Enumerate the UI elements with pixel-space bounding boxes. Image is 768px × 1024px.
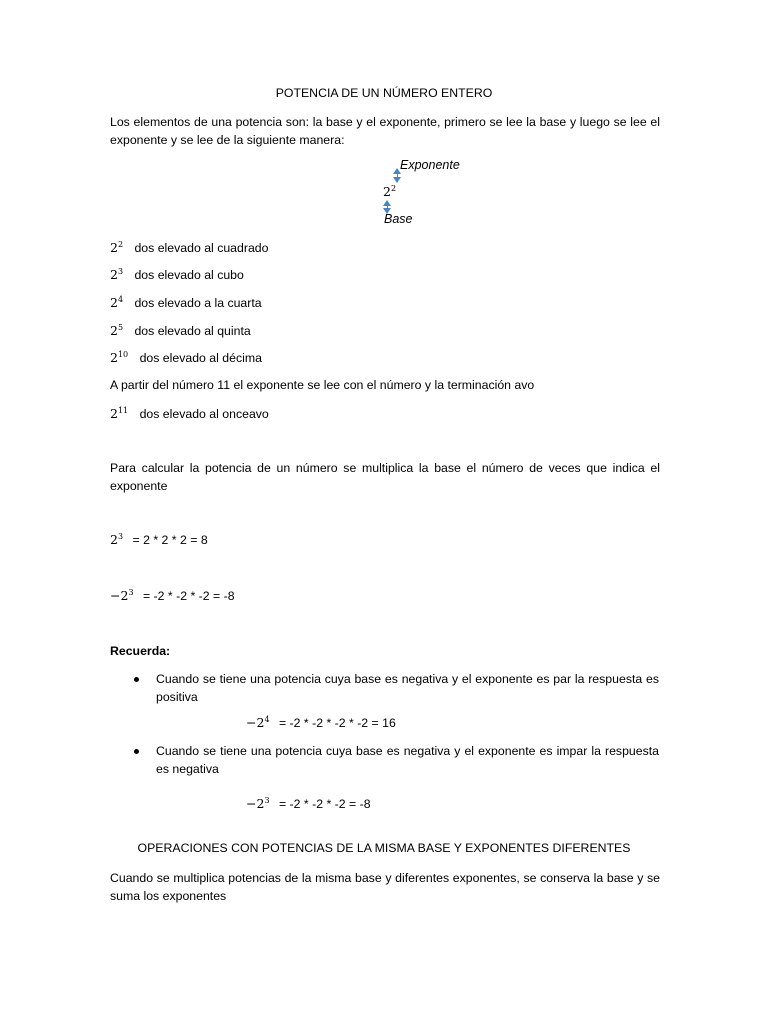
reading-row [110,405,269,423]
reading-row [110,322,251,340]
reading-text: dos elevado al onceavo [139,407,269,421]
calc-intro-paragraph: Para calcular la potencia de un número se multiplica la base el número de veces que indica el exponente [110,461,660,493]
reading-text: dos elevado al décima [139,351,262,365]
reading-power: $2^4$ [110,295,124,310]
bullet-example [246,795,371,813]
example-expression: = -2 * -2 * -2 = -8 [142,589,235,603]
rule-11-text: A partir del número 11 el exponente se lee con el número y la terminación avo [110,378,535,392]
example-expression: = 2 * 2 * 2 = 8 [132,533,208,547]
bullet-example [246,714,396,732]
reading-row [110,239,268,257]
arrow-down-icon [393,177,401,183]
example-2 [110,587,235,605]
bullet-icon [134,677,139,682]
reading-power: $2^5$ [110,323,124,338]
bullet-text: Cuando se tiene una potencia cuya base es negativa y el exponente es impar la respuesta es negativa [156,744,659,776]
exponent-label: Exponente [400,158,460,172]
example-power: $-2^3$ [110,588,134,603]
bullet-icon [134,749,139,754]
example-power: $-2^4$ [246,715,270,730]
bullet-text: Cuando se tiene una potencia cuya base es negativa y el exponente es par la respuesta es positiva [156,672,659,704]
diagram-power [383,184,396,199]
page-title: POTENCIA DE UN NÚMERO ENTERO [275,86,493,100]
reading-power: $2^3$ [110,267,124,282]
reading-text: dos elevado al cubo [134,268,244,282]
reading-text: dos elevado a la cuarta [134,296,262,310]
example-1 [110,531,208,549]
intro-paragraph: Los elementos de una potencia son: la base y el exponente, primero se lee la base y luego se lee el exponente y se lee de la siguiente manera: [110,115,660,147]
example-power: $2^3$ [110,532,124,547]
section-paragraph: Cuando se multiplica potencias de la misma base y diferentes exponentes, se conserva la base y se suma los exponentes [110,871,660,903]
reading-text: dos elevado al cuadrado [134,241,269,255]
reading-text: dos elevado al quinta [134,324,251,338]
remember-heading: Recuerda: [110,644,171,658]
reading-row [110,349,262,367]
diagram-base: 2 [383,184,391,199]
reading-row [110,294,262,312]
reading-row [110,266,244,284]
diagram-exponent: 2 [390,184,397,193]
example-power: $-2^3$ [246,796,270,811]
section-heading: OPERACIONES CON POTENCIAS DE LA MISMA BASE Y EXPONENTES DIFERENTES [137,841,631,855]
example-expression: = -2 * -2 * -2 * -2 = 16 [278,716,396,730]
example-expression: = -2 * -2 * -2 = -8 [278,797,371,811]
reading-power: $2^{10}$ [110,350,129,365]
reading-power: $2^2$ [110,240,124,255]
base-label: Base [384,212,413,226]
reading-power: $2^{11}$ [110,406,129,421]
